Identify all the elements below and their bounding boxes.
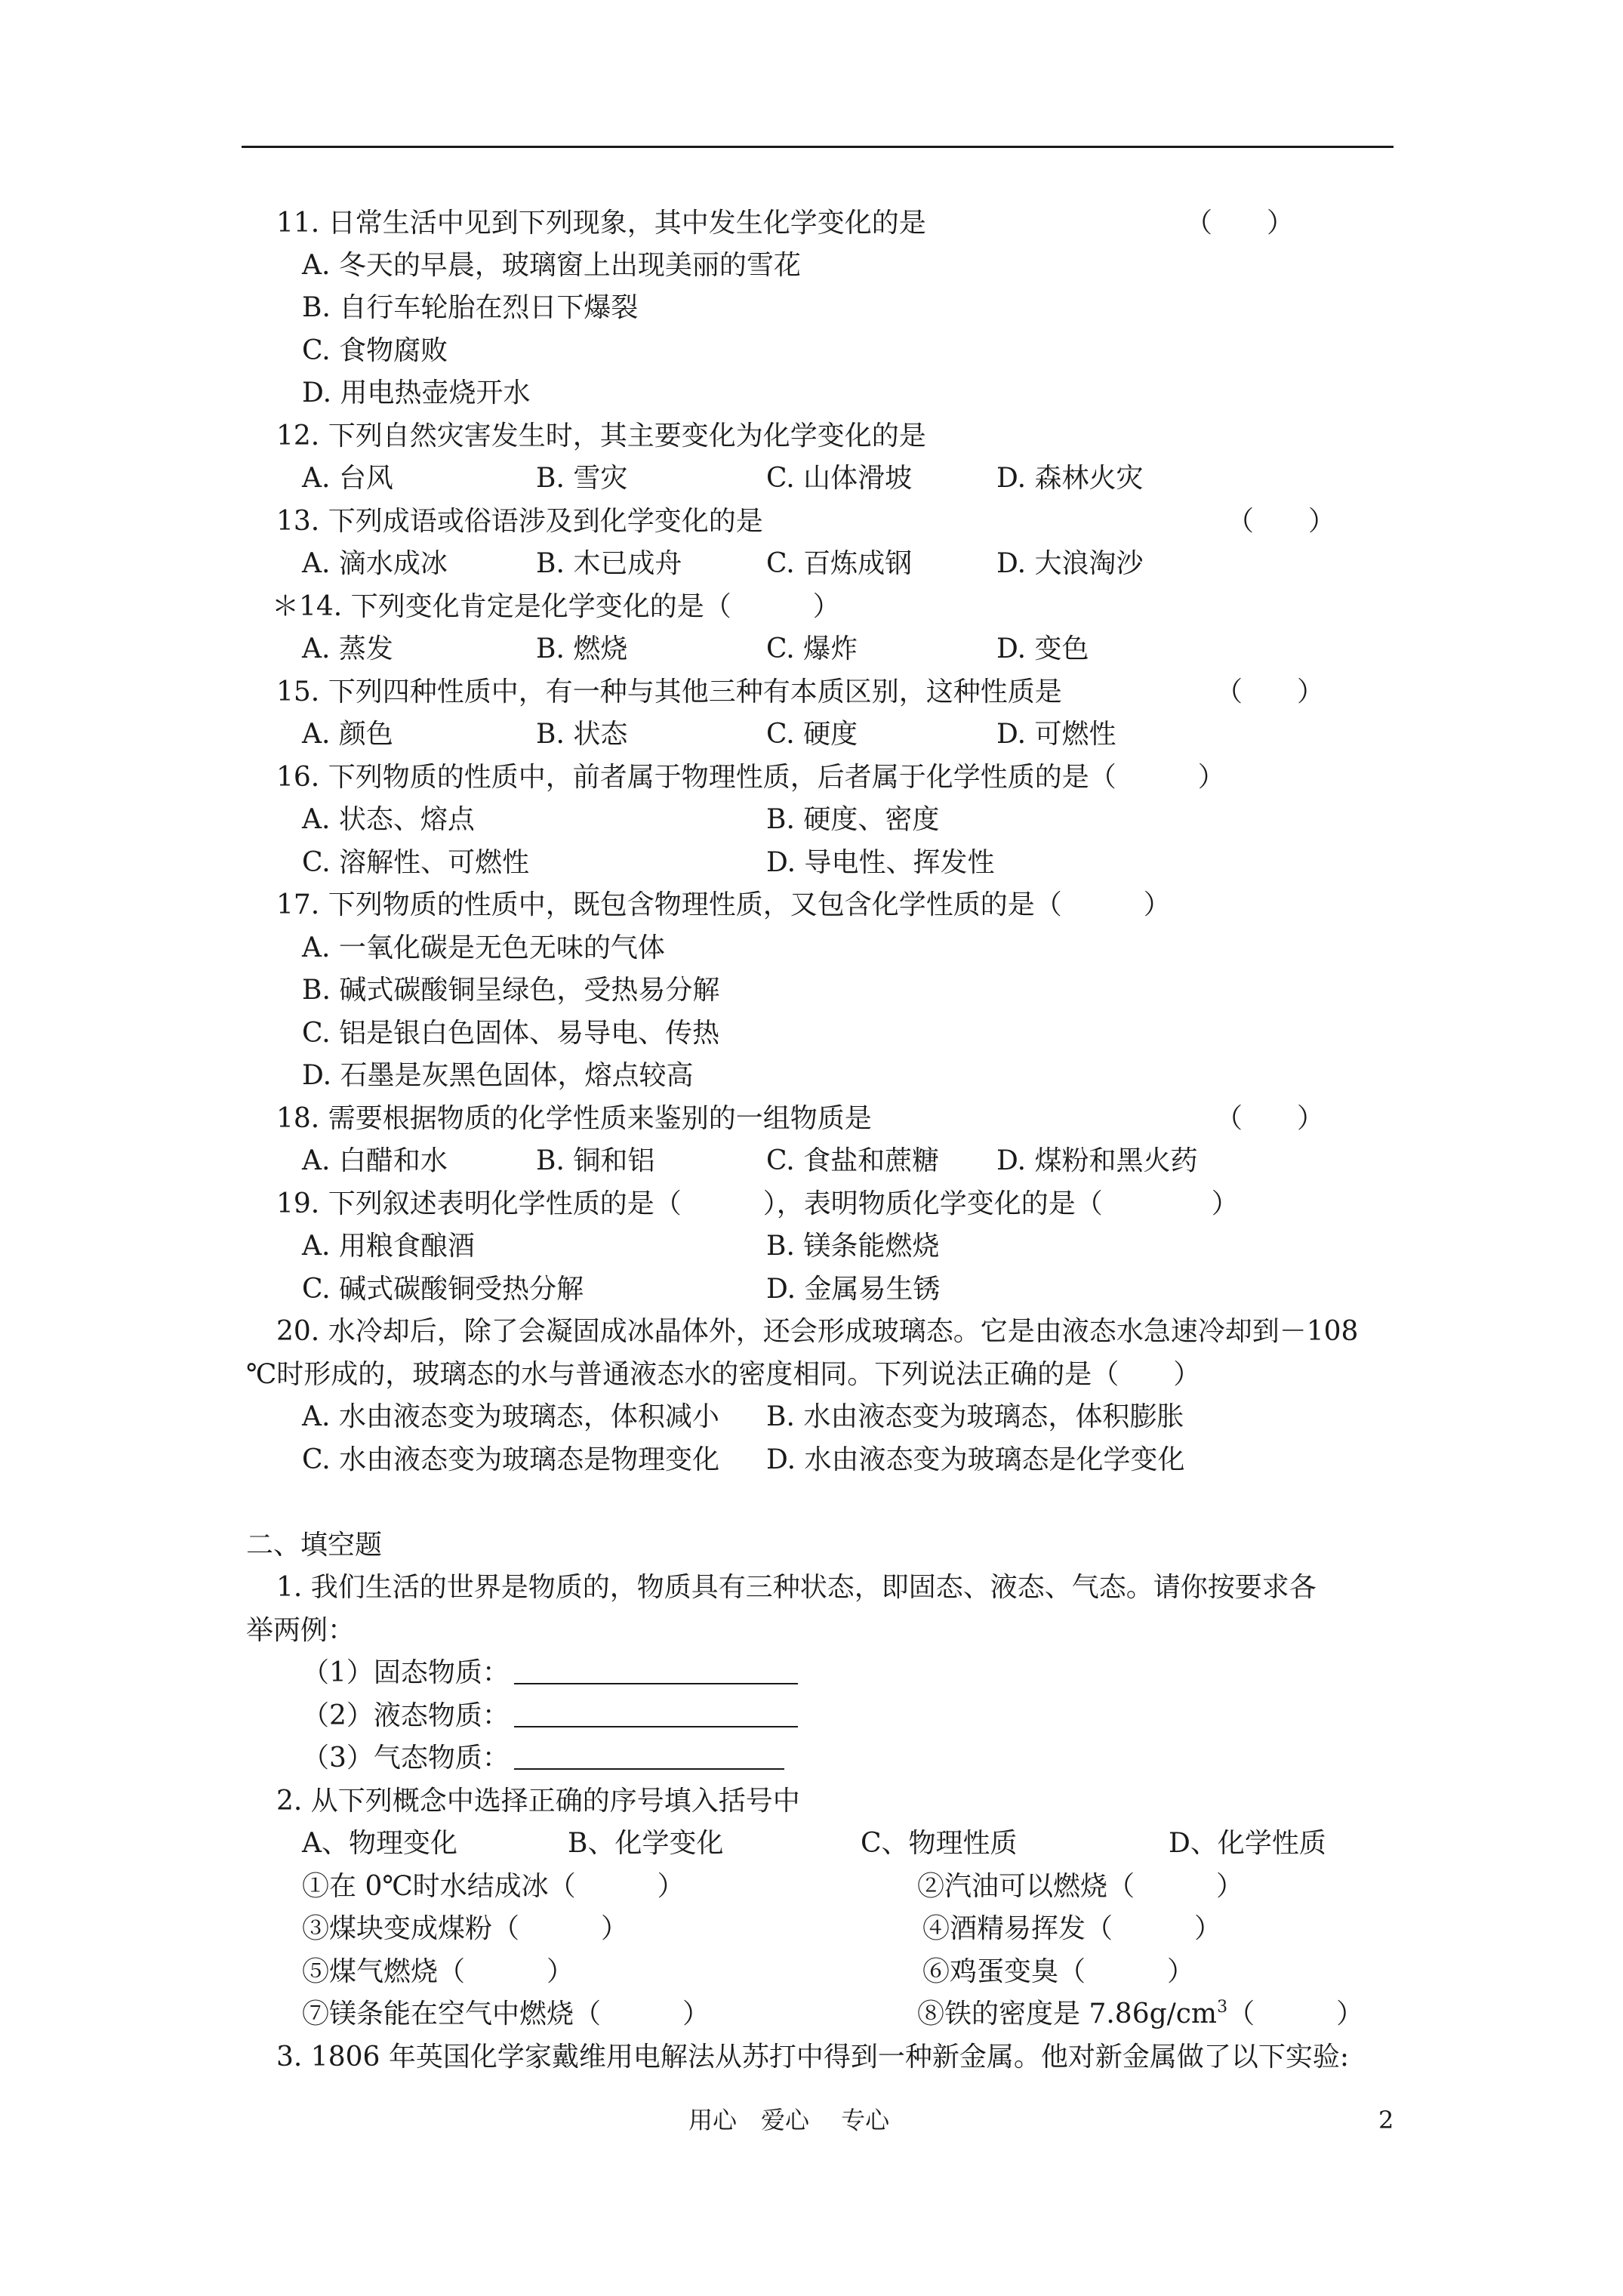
q11-stem: 11. 日常生活中见到下列现象，其中发生化学变化的是	[276, 208, 926, 239]
q18-option-d: D. 煤粉和黑火药	[996, 1145, 1198, 1176]
q12-stem: 12. 下列自然灾害发生时，其主要变化为化学变化的是	[276, 421, 926, 451]
q14-option-a: A. 蒸发	[302, 633, 393, 664]
f1-solid-item: （1）固态物质：	[302, 1657, 798, 1690]
f1-stem-line2: 举两例：	[246, 1615, 356, 1646]
q11-option-b: B. 自行车轮胎在烈日下爆裂	[302, 292, 639, 323]
q19-option-d: D. 金属易生锈	[766, 1274, 941, 1305]
q12-option-b: B. 雪灾	[536, 463, 628, 494]
q12-option-d: D. 森林火灾	[996, 463, 1144, 494]
page-number: 2	[1378, 2106, 1394, 2134]
f2-item-4: ④酒精易挥发（ ）	[922, 1913, 1222, 1944]
q18-answer-paren: （ ）	[1215, 1103, 1325, 1134]
f1-liquid-item: （2）液态物质：	[302, 1700, 798, 1733]
q13-option-a: A. 滴水成冰	[302, 548, 448, 579]
q16-option-c: C. 溶解性、可燃性	[302, 847, 530, 878]
q13-option-d: D. 大浪淘沙	[996, 548, 1144, 579]
f2-item-1: ①在 0℃时水结成冰（ ）	[302, 1871, 685, 1902]
q11-option-d: D. 用电热壶烧开水	[302, 378, 531, 408]
gas-answer-blank[interactable]	[514, 1746, 784, 1770]
q11-option-a: A. 冬天的早晨，玻璃窗上出现美丽的雪花	[302, 250, 801, 281]
q13-stem: 13. 下列成语或俗语涉及到化学变化的是	[276, 506, 763, 537]
q15-answer-paren: （ ）	[1215, 676, 1325, 707]
q13-option-b: B. 木已成舟	[536, 548, 682, 579]
q20-option-d: D. 水由液态变为玻璃态是化学变化	[766, 1444, 1185, 1475]
section-heading-fill-in: 二、填空题	[246, 1530, 383, 1561]
q15-option-c: C. 硬度	[766, 719, 858, 750]
q19-stem: 19. 下列叙述表明化学性质的是（ ），表明物质化学变化的是（ ）	[276, 1188, 1239, 1219]
q16-option-d: D. 导电性、挥发性	[766, 847, 995, 878]
solid-answer-blank[interactable]	[514, 1660, 798, 1684]
f1-stem-line1: 1. 我们生活的世界是物质的，物质具有三种状态，即固态、液态、气态。请你按要求各	[276, 1572, 1317, 1603]
q15-option-d: D. 可燃性	[996, 719, 1116, 750]
f2-stem: 2. 从下列概念中选择正确的序号填入括号中	[276, 1786, 800, 1817]
q17-stem: 17. 下列物质的性质中，既包含物理性质，又包含化学性质的是（ ）	[276, 889, 1171, 920]
f2-item-6: ⑥鸡蛋变臭（ ）	[922, 1956, 1195, 1987]
q14-option-b: B. 燃烧	[536, 633, 628, 664]
f2-concept-c: C、物理性质	[861, 1828, 1018, 1859]
q14-option-c: C. 爆炸	[766, 633, 858, 664]
q20-stem-line1: 20. 水冷却后，除了会凝固成冰晶体外，还会形成玻璃态。它是由液态水急速冷却到－108	[276, 1316, 1359, 1347]
q18-option-b: B. 铜和铝	[536, 1145, 655, 1176]
q19-option-b: B. 镁条能燃烧	[766, 1231, 940, 1262]
f2-item-5: ⑤煤气燃烧（ ）	[302, 1956, 574, 1987]
liquid-answer-blank[interactable]	[514, 1703, 798, 1727]
q18-option-a: A. 白醋和水	[302, 1145, 448, 1176]
q20-stem-line2: ℃时形成的，玻璃态的水与普通液态水的密度相同。下列说法正确的是（ ）	[246, 1359, 1201, 1390]
q17-option-a: A. 一氧化碳是无色无味的气体	[302, 932, 665, 963]
q18-option-c: C. 食盐和蔗糖	[766, 1145, 940, 1176]
footer-motto: 用心 爱心 专心	[688, 2106, 890, 2134]
q15-option-a: A. 颜色	[302, 719, 393, 750]
q20-option-a: A. 水由液态变为玻璃态，体积减小	[302, 1401, 719, 1432]
f2-item-2: ②汽油可以燃烧（ ）	[917, 1871, 1244, 1902]
f3-stem: 3. 1806 年英国化学家戴维用电解法从苏打中得到一种新金属。他对新金属做了以下实验:	[276, 2042, 1349, 2073]
q15-option-b: B. 状态	[536, 719, 628, 750]
q17-option-b: B. 碱式碳酸铜呈绿色，受热易分解	[302, 975, 720, 1006]
q14-stem: ＊14. 下列变化肯定是化学变化的是（ ）	[272, 591, 840, 622]
q20-option-c: C. 水由液态变为玻璃态是物理变化	[302, 1444, 720, 1475]
f2-concept-a: A、物理变化	[302, 1828, 457, 1859]
q14-option-d: D. 变色	[996, 633, 1089, 664]
f2-item-8: ⑧铁的密度是 $7.86g/cm^3$（ ）	[917, 1998, 1364, 2029]
q17-option-d: D. 石墨是灰黑色固体，熔点较高	[302, 1060, 694, 1091]
q16-option-a: A. 状态、熔点	[302, 804, 475, 835]
q17-option-c: C. 铝是银白色固体、易导电、传热	[302, 1018, 720, 1049]
q19-option-a: A. 用粮食酿酒	[302, 1231, 475, 1262]
q18-stem: 18. 需要根据物质的化学性质来鉴别的一组物质是	[276, 1103, 872, 1134]
q13-answer-paren: （ ）	[1227, 506, 1336, 537]
header-rule	[242, 146, 1394, 148]
f1-gas-item: （3）气态物质：	[302, 1742, 784, 1775]
q12-option-c: C. 山体滑坡	[766, 463, 913, 494]
q11-option-c: C. 食物腐败	[302, 335, 448, 366]
f2-item-7: ⑦镁条能在空气中燃烧（ ）	[302, 1999, 710, 2029]
q20-option-b: B. 水由液态变为玻璃态，体积膨胀	[766, 1401, 1184, 1432]
q16-stem: 16. 下列物质的性质中，前者属于物理性质，后者属于化学性质的是（ ）	[276, 762, 1225, 793]
f2-concept-d: D、化学性质	[1169, 1828, 1326, 1859]
q19-option-c: C. 碱式碳酸铜受热分解	[302, 1274, 584, 1305]
q13-option-c: C. 百炼成钢	[766, 548, 913, 579]
f2-concept-b: B、化学变化	[568, 1828, 724, 1859]
f2-item-3: ③煤块变成煤粉（ ）	[302, 1913, 629, 1944]
q16-option-b: B. 硬度、密度	[766, 804, 940, 835]
q11-answer-paren: （ ）	[1185, 208, 1295, 239]
q12-option-a: A. 台风	[302, 463, 393, 494]
q15-stem: 15. 下列四种性质中，有一种与其他三种有本质区别，这种性质是	[276, 676, 1062, 707]
